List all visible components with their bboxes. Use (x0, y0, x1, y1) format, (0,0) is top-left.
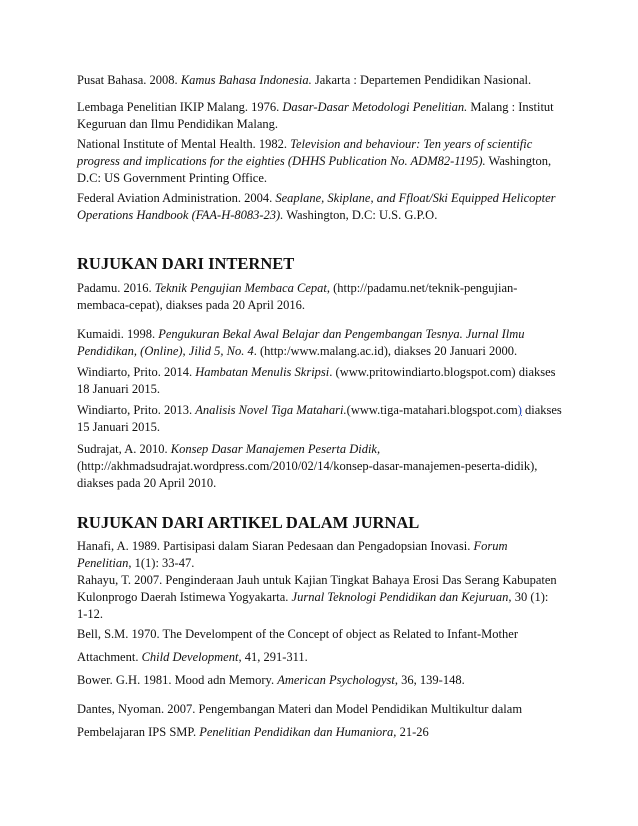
reference-text: Bell, S.M. 1970. The Develompent of the Concept of object as Related to Infant-Mother (77, 627, 518, 641)
reference-text: Washington, (485, 154, 552, 168)
reference-line (77, 136, 563, 153)
reference-text: Windiarto, Prito. 2013. (77, 403, 196, 417)
reference-entry (77, 701, 563, 718)
reference-line (77, 153, 563, 170)
reference-line (77, 326, 563, 343)
reference-title-italic: Jurnal Teknologi Pendidikan dan Kejuruan, (291, 590, 512, 604)
reference-text: Lembaga Penelitian IKIP Malang. 1976. (77, 100, 283, 114)
section-heading-internet: RUJUKAN DARI INTERNET (77, 254, 295, 273)
reference-text: Washington, D.C: U.S. G.P.O. (283, 208, 438, 222)
reference-line (77, 207, 563, 224)
reference-line (77, 116, 563, 133)
reference-text: Malang : Institut (467, 100, 554, 114)
reference-entry (77, 402, 563, 436)
reference-entry (77, 572, 563, 623)
reference-title-italic: Penelitian (77, 556, 129, 570)
reference-entry (77, 441, 563, 492)
reference-title-italic: Penelitian Pendidikan dan Humaniora, (199, 725, 397, 739)
reference-text: , 41, 291-311. (238, 650, 308, 664)
reference-entry (77, 672, 563, 689)
reference-line (77, 572, 563, 589)
reference-line (77, 724, 563, 741)
reference-title-italic: Forum (473, 539, 508, 553)
reference-line (77, 364, 563, 381)
reference-line (77, 475, 563, 492)
reference-line (77, 555, 563, 572)
reference-text: . (http:/www.malang.ac.id), diakses 20 Januari 2000. (253, 344, 518, 358)
reference-title-italic: Dasar-Dasar Metodologi Penelitian. (282, 100, 468, 114)
reference-entry (77, 649, 563, 666)
reference-entry (77, 72, 563, 89)
reference-line (77, 72, 563, 89)
reference-text: Kulonprogo Daerah Istimewa Yogyakarta. (77, 590, 292, 604)
reference-text: 1-12. (77, 607, 104, 621)
reference-line (77, 190, 563, 207)
reference-title-italic: progress and implications for the eighties (DHHS Publication No. ADM82-1195). (77, 154, 486, 168)
reference-line (77, 170, 563, 187)
reference-text: Bower. G.H. 1981. Mood adn Memory. (77, 673, 278, 687)
reference-title-italic: Pendidikan, (Online), Jilid 5, No. 4 (77, 344, 254, 358)
reference-title-italic: American Psychologyst (277, 673, 395, 687)
reference-text: Federal Aviation Administration. 2004. (77, 191, 276, 205)
reference-entry (77, 99, 563, 133)
reference-line (77, 538, 563, 555)
reference-entry (77, 326, 563, 360)
reference-text: Hanafi, A. 1989. Partisipasi dalam Siaran Pedesaan dan Pengadopsian Inovasi. (77, 539, 474, 553)
reference-text: Pusat Bahasa. 2008. (77, 73, 181, 87)
reference-title-italic: Operations Handbook (FAA-H-8083-23). (77, 208, 284, 222)
reference-text: membaca-cepat), diakses pada 20 April 2016. (77, 298, 306, 312)
reference-line (77, 649, 563, 666)
reference-title-italic: Analisis Novel Tiga Matahari. (195, 403, 347, 417)
reference-entry (77, 364, 563, 398)
reference-text: 30 (1): (511, 590, 549, 604)
reference-line (77, 701, 563, 718)
reference-text: 18 Januari 2015. (77, 382, 160, 396)
reference-text: 21-26 (396, 725, 429, 739)
reference-text: Jakarta : Departemen Pendidikan Nasional. (311, 73, 532, 87)
reference-entry (77, 280, 563, 314)
reference-text: , 36, 139-148. (394, 673, 465, 687)
reference-entry (77, 538, 563, 572)
reference-entry (77, 626, 563, 643)
reference-line (77, 626, 563, 643)
reference-text: (www.tiga-matahari.blogspot.com (346, 403, 518, 417)
reference-text: Attachment. (77, 650, 142, 664)
reference-line (77, 672, 563, 689)
reference-text: , 1(1): 33-47. (128, 556, 195, 570)
reference-line (77, 589, 563, 606)
reference-title-italic: Kamus Bahasa Indonesia. (180, 73, 312, 87)
reference-text: 15 Januari 2015. (77, 420, 160, 434)
reference-line (77, 343, 563, 360)
reference-line (77, 99, 563, 116)
reference-text: Padamu. 2016. (77, 281, 155, 295)
reference-text: diakses pada 20 April 2010. (77, 476, 217, 490)
reference-title-italic: Pengukuran Bekal Awal Belajar dan Pengembangan Tesnya. Jurnal Ilmu (158, 327, 525, 341)
reference-entry (77, 190, 563, 224)
reference-line (77, 280, 563, 297)
reference-text: . (www.pritowindiarto.blogspot.com) diakses (329, 365, 556, 379)
reference-text: , (http://padamu.net/teknik-pengujian- (326, 281, 518, 295)
reference-title-italic: Child Development (141, 650, 239, 664)
reference-text: Windiarto, Prito. 2014. (77, 365, 196, 379)
reference-line (77, 458, 563, 475)
reference-title-italic: Konsep Dasar Manajemen Peserta Didik, (170, 442, 381, 456)
reference-text: Pembelajaran IPS SMP. (77, 725, 200, 739)
reference-text: diakses (521, 403, 562, 417)
underlined-mark: ) (517, 403, 522, 417)
reference-title-italic: Teknik Pengujian Membaca Cepat (154, 281, 327, 295)
reference-line (77, 606, 563, 623)
reference-entry (77, 724, 563, 741)
reference-title-italic: Hambatan Menulis Skripsi (195, 365, 330, 379)
reference-line (77, 402, 563, 419)
reference-line (77, 297, 563, 314)
reference-title-italic: Seaplane, Skiplane, and Ffloat/Ski Equipped Helicopter (275, 191, 556, 205)
reference-text: D.C: US Government Printing Office. (77, 171, 268, 185)
reference-line (77, 419, 563, 436)
reference-title-italic: Television and behaviour: Ten years of scientific (290, 137, 533, 151)
reference-text: Rahayu, T. 2007. Penginderaan Jauh untuk Kajian Tingkat Bahaya Erosi Das Serang Kabupaten (77, 573, 557, 587)
reference-text: National Institute of Mental Health. 1982. (77, 137, 291, 151)
reference-text: Kumaidi. 1998. (77, 327, 159, 341)
reference-entry (77, 136, 563, 187)
reference-text: (http://akhmadsudrajat.wordpress.com/2010/02/14/konsep-dasar-manajemen-peserta-didik), (77, 459, 538, 473)
section-heading-journal: RUJUKAN DARI ARTIKEL DALAM JURNAL (77, 513, 420, 532)
reference-text: Dantes, Nyoman. 2007. Pengembangan Materi dan Model Pendidikan Multikultur dalam (77, 702, 523, 716)
reference-text: Keguruan dan Ilmu Pendidikan Malang. (77, 117, 278, 131)
reference-text: Sudrajat, A. 2010. (77, 442, 171, 456)
reference-line (77, 441, 563, 458)
reference-line (77, 381, 563, 398)
